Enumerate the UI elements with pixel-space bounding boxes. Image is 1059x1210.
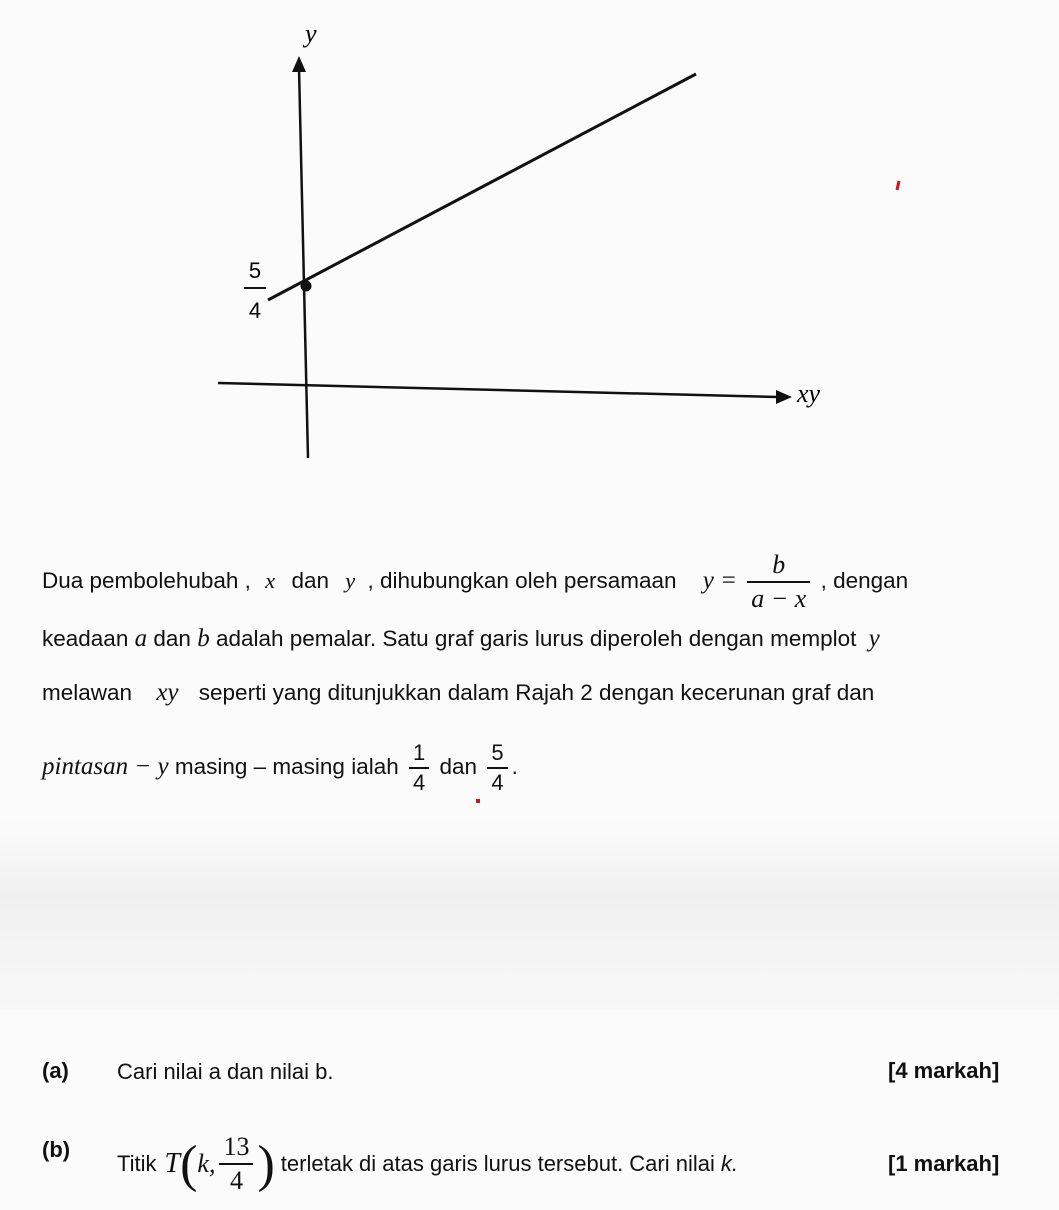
question-b-text: Titik T ( k, $\frac{13}{4}$ ) terletak di atas garis lurus tersebut. Cari nilai k. bbox=[117, 1132, 739, 1195]
y-intercept-point bbox=[301, 281, 312, 292]
question-b-label: (b) bbox=[42, 1137, 71, 1162]
x-axis-arrowhead bbox=[776, 390, 792, 404]
equation-fraction: $\frac{b}{a - x}$ bbox=[747, 552, 810, 612]
y-axis-arrowhead bbox=[292, 56, 306, 72]
equation-lhs: y = bbox=[702, 566, 737, 594]
point-y-fraction: $\frac{13}{4}$ bbox=[219, 1134, 253, 1194]
intercept-fraction: $\frac{5}{4}$ bbox=[487, 742, 507, 794]
straight-line-graph bbox=[0, 0, 1059, 480]
x-axis bbox=[218, 383, 778, 397]
y-axis-label: y bbox=[305, 19, 317, 48]
gradient-fraction: $\frac{1}{4}$ bbox=[409, 742, 429, 794]
paragraph-line-1: Dua pembolehubah , x dan y , dihubungkan oleh persamaan y = $\frac{b}{a - x}$ , dengan bbox=[42, 550, 909, 613]
point-label: T bbox=[164, 1148, 181, 1179]
graph-line bbox=[268, 74, 696, 300]
stray-red-mark bbox=[897, 181, 899, 190]
x-axis-label: xy bbox=[797, 379, 821, 408]
question-a-label: (a) bbox=[42, 1058, 69, 1083]
question-a-marks: [4 markah] bbox=[888, 1058, 1000, 1083]
paragraph-line-3: melawan xy seperti yang ditunjukkan dalam Rajah 2 dengan kecerunan graf dan bbox=[42, 679, 875, 706]
intercept-label-numerator: 5 bbox=[248, 258, 262, 283]
stray-red-dot bbox=[476, 799, 480, 803]
intercept-label-denominator: 4 bbox=[248, 298, 262, 323]
question-a-text: Cari nilai a dan nilai b. bbox=[117, 1059, 334, 1084]
paragraph-line-2: keadaan a dan b adalah pemalar. Satu graf garis lurus diperoleh dengan memplot y bbox=[42, 625, 880, 652]
scan-shading bbox=[0, 820, 1059, 1010]
question-b-marks: [1 markah] bbox=[888, 1151, 1000, 1176]
paragraph-line-4: pintasan − y masing – masing ialah $\frac{1}{4}$ dan $\frac{5}{4}$ . bbox=[42, 740, 518, 795]
y-axis bbox=[299, 68, 308, 458]
